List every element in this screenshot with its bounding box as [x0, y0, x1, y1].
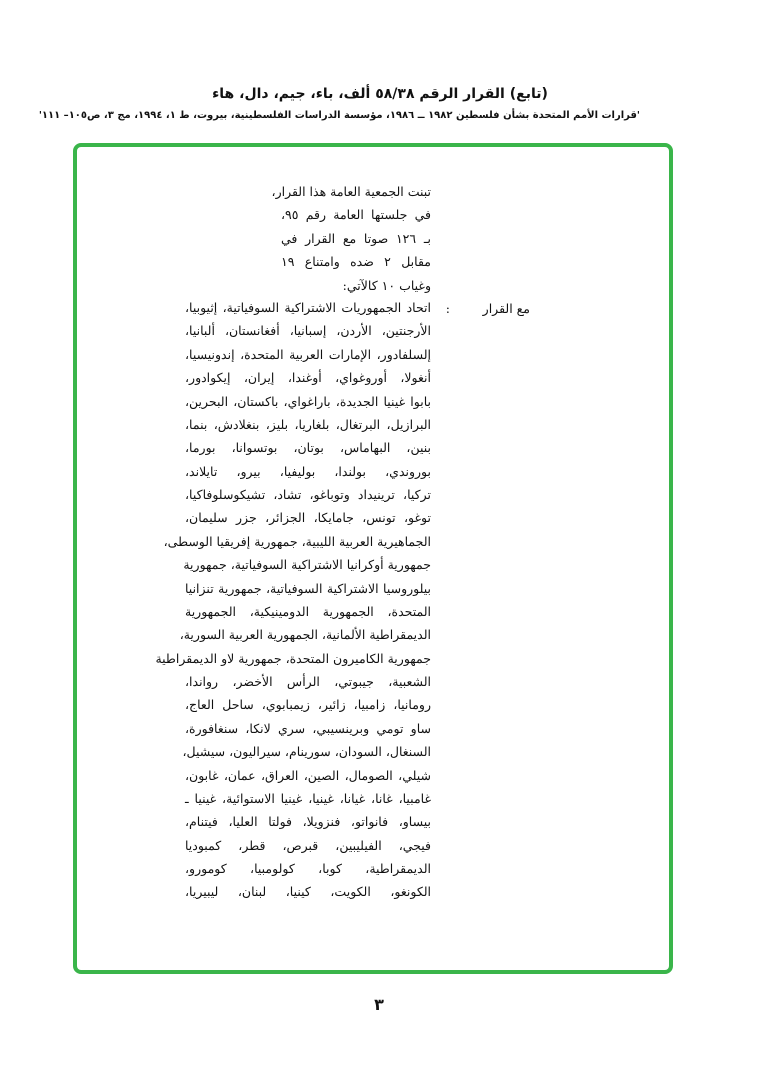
country-list-line: اتحاد الجمهوريات الاشتراكية السوفياتية، إثيوبيا، — [185, 300, 431, 315]
country-list-line: الجماهيرية العربية الليبية، جمهورية إفريقيا الوسطى، — [163, 533, 431, 549]
country-list-line: بيساو، فانواتو، فنزويلا، فولتا العليا، فيتنام، — [185, 814, 431, 830]
adoption-statement-line: تبنت الجمعية العامة هذا القرار، — [271, 184, 431, 199]
country-list-line: أنغولا، أوروغواي، أوغندا، إيران، إيكوادور، — [185, 370, 431, 386]
country-list-line: الشعبية، جيبوتي، الرأس الأخضر، رواندا، — [185, 674, 431, 689]
country-list-line: بوروندي، بولندا، بوليفيا، بيرو، تايلاند، — [185, 463, 431, 479]
source-citation: 'قرارات الأمم المتحدة بشأن فلسطين ١٩٨٢ ــ ١٩٨٦، مؤسسة الدراسات الفلسطينية، بيروت، ط ١، ١٩٩٤، مج ٣، ص١٠٥– ١١١' — [38, 110, 640, 121]
country-list-line: غامبيا، غانا، غيانا، غينيا، غينيا الاستوائية، غينيا ـ — [185, 790, 431, 806]
document-title: (تابع) القرار الرقم ٥٨/٣٨ ألف، باء، جيم، دال، هاء — [212, 86, 548, 102]
country-list-line: تركيا، ترينيداد وتوباغو، تشاد، تشيكوسلوفاكيا، — [185, 487, 431, 502]
country-list-line: فيجي، الفيليبين، قبرص، قطر، كمبوديا — [185, 837, 431, 853]
country-list-line: الديمقراطية الألمانية، الجمهورية العربية السورية، — [179, 627, 431, 643]
country-list-line: الأرجنتين، الأردن، إسبانيا، أفغانستان، ألبانيا، — [185, 323, 431, 339]
country-list-line: الكونغو، الكويت، كينيا، لبنان، ليبيريا، — [185, 884, 431, 900]
country-list-line: المتحدة، الجمهورية الدومينيكية، الجمهورية — [185, 603, 431, 619]
country-list-line: توغو، تونس، جامايكا، الجزائر، جزر سليمان، — [185, 510, 431, 526]
country-list-line: الديمقراطية، كوبا، كولومبيا، كومورو، — [185, 861, 431, 876]
countries-in-favour-list — [155, 296, 431, 904]
country-list-line: السنغال، السودان، سورينام، سيراليون، سيشيل، — [182, 744, 431, 760]
country-list-line: بنين، البهاماس، بوتان، بوتسوانا، بورما، — [185, 440, 431, 456]
country-list-line: جمهورية أوكرانيا الاشتراكية السوفياتية، جمهورية — [183, 557, 431, 573]
country-list-line: بابوا غينيا الجديدة، باراغواي، باكستان، البحرين، — [185, 393, 431, 409]
adoption-statement — [271, 180, 431, 297]
country-list-line: رومانيا، زامبيا، زائير، زيمبابوي، ساحل العاج، — [185, 697, 431, 713]
adoption-statement-line: في جلستها العامة رقم ٩٥، — [281, 207, 431, 223]
adoption-statement-line: وغياب ١٠ كالآتي: — [342, 277, 431, 293]
vote-in-favour-label: مع القرار — [482, 301, 530, 316]
adoption-statement-line: مقابل ٢ ضده وامتناع ١٩ — [281, 254, 431, 270]
adoption-statement-line: بـ ١٢٦ صوتا مع القرار في — [281, 230, 431, 246]
country-list-line: شيلي، الصومال، الصين، العراق، عمان، غابون، — [185, 767, 431, 783]
vote-label-colon: : — [445, 301, 450, 316]
country-list-line: البرازيل، البرتغال، بلغاريا، بليز، بنغلادش، بنما، — [185, 416, 431, 432]
country-list-line: ساو تومي وبرينسيبي، سري لانكا، سنغافورة، — [185, 720, 431, 736]
country-list-line: إلسلفادور، الإمارات العربية المتحدة، إندونيسيا، — [185, 346, 431, 362]
page-number: ٣ — [374, 995, 384, 1014]
country-list-line: جمهورية الكاميرون المتحدة، جمهورية لاو الديمقراطية — [155, 650, 431, 666]
country-list-line: بيلوروسيا الاشتراكية السوفياتية، جمهورية تنزانيا — [185, 580, 431, 596]
